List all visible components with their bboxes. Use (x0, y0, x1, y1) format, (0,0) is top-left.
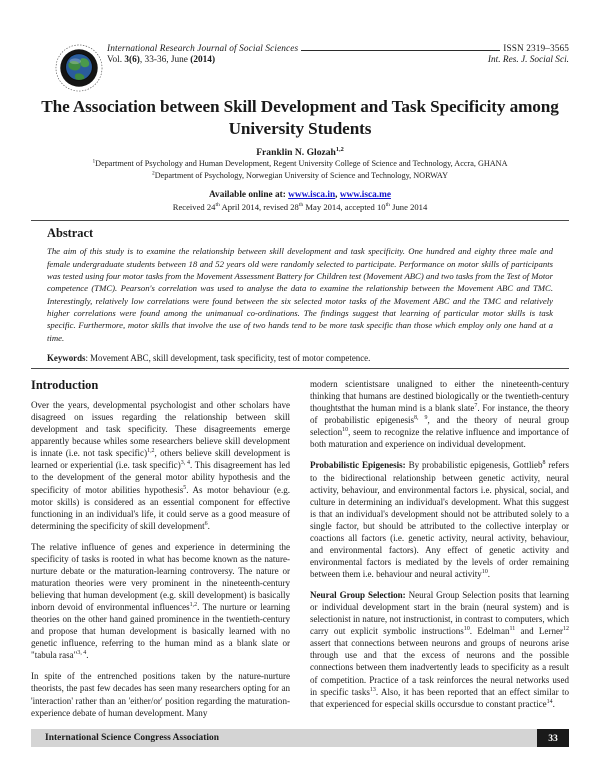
footer-page-number: 33 (537, 729, 569, 747)
journal-issn: ISSN 2319–3565 (503, 44, 569, 54)
globe-logo-icon (55, 44, 103, 92)
paragraph: In spite of the entrenched positions taken by the nature-nurture theorists, the past few decades has seen many researchers opting for an 'interaction' rather than an 'either/or' position regarding the maturation-experience debate of human development. Many (31, 671, 290, 718)
article-title: The Association between Skill Development and Task Specificity among University Students (41, 97, 559, 138)
paragraph-probabilistic-epigenesis: Probabilistic Epigenesis: By probabilistic epigenesis, Gottlieb$^8$ refers to the bidirectional relationship between genetic activity, neural activity, behaviour, and environmental factors i.e. physical, social, and culture in determining an individual's development. What this suggest is that an individual's development should not be attributed solely to a single factor, but should be attributed to the collective interplay or coactions all factors (i.e. genetic activity, neural activity, behaviour, and environmental factors). Any effect of genetic activity and environmental factors is mediated by the levels of order remaining between them i.e. behaviour and neural activity$^{10}$. (310, 460, 569, 580)
paragraph: The relative influence of genes and experience in determining the specificity of tasks is rooted in what has become known as the nature-nurture debate or the maturation-learning controversy. The nature or maturation theories were very prominent in the nineteenth-century believing that human development (e.g. skill development) is basically inborn devoid of environmental influences$^{1,2}$. The nurture or learning theories on the other hand gained prominence in the twentieth-century and propose that human development is basically learned with no genetic influence, referring to the human mind as a blank slate or "tabula rasa"$^{3, 4}$. (31, 541, 290, 661)
available-online-line: Available online at: www.isca.in, www.isca.me (209, 190, 391, 201)
author-affiliation-marker: 1,2 (335, 146, 344, 154)
footer-association: International Science Congress Association (31, 729, 537, 747)
paragraph: Over the years, developmental psychologist and other scholars have disagreed on issues regarding the relationship between skill development and task specificity. These disagreements emerge apparently because whiles some researchers believe skill development is innate (i.e. not task specific)$^{1,2}$, others believe skill development is learned or experiential (i.e. task specific)$^{3, 4}$. This disagreement has led to the development of the general motor ability hypothesis and the specificity of motor abilities hypothesis$^5$. As motor behaviour (e.g. motor skills) is considered as an essential component for effective functioning in an individual's life, it could serve as a good measure of determining the specificity of skill development$^6$. (31, 400, 290, 531)
publication-year: (2014) (190, 55, 216, 65)
received-dates: Received 24th April 2014, revised 28th May 2014, accepted 10th June 2014 (172, 202, 428, 213)
paragraph-neural-group-selection: Neural Group Selection: Neural Group Selection posits that learning or individual development start in the brain (neural system) and is selectionist in nature, not instructionist, in contrast to computers, which carry out explicit symbolic instructions$^{10}$. Edelman$^{11}$ and Lerner$^{12}$ assert that connections between neurons and groups of neurons arise through use and that the excess of neurons and the possible connections between them inadvertently leads to specificity as a result of competition. Practice of a task reinforces the neural networks used in specific tasks$^{13}$. Also, it has been reported that an effect similar to that experienced for especial skills occursdue to constant practice$^{14}$. (310, 590, 570, 709)
affiliation-1: $^1$Department of Psychology and Human Development, Regent University College of Science and Technology, Accra, GHANA (92, 158, 508, 169)
article-author: Franklin N. Glozah$^{1,2}$ (256, 146, 344, 159)
run-in-heading-neural-group-selection: Neural Group Selection: (310, 590, 409, 601)
column-left (31, 378, 290, 719)
affiliation-2: $^2$Department of Psychology, Norwegian University of Science and Technology, NORWAY (152, 170, 448, 180)
keywords-label: Keywords (47, 353, 86, 364)
journal-url-isca-me[interactable]: www.isca.me (339, 190, 391, 201)
keywords-text: : Movement ABC, skill development, task specificity, test of motor competence. (85, 353, 371, 364)
section-heading-introduction: Introduction (31, 378, 99, 393)
masthead-rule (301, 50, 500, 51)
abstract-bottom-rule (31, 368, 569, 369)
paragraph: modern scientistsare unaligned to either the nineteenth-century thinking that humans are destined biologically or the twentieth-century thoughtsthat the human mind is a blank slate$^7$. For instance, the theory of probabilistic epigenesis$^{8, 9}$, and the theory of neural group selection$^{10}$, seem to recognize the relative influence and importance of both maturation and experience on individual development. (310, 379, 569, 450)
run-in-heading-probabilistic-epigenesis: Probabilistic Epigenesis: (310, 460, 409, 471)
journal-name: International Research Journal of Social Sciences (107, 44, 299, 54)
volume-number: 3(6) (124, 55, 140, 65)
journal-short-title: Int. Res. J. Social Sci. (487, 55, 569, 65)
column-right (310, 378, 569, 719)
journal-masthead (31, 44, 569, 86)
page-footer (31, 729, 569, 747)
abstract-text: The aim of this study is to examine the relationship between skill development and task specificity. One hundred and eighty three male and female undergraduate students between 18 and 52 years old were randomly selected to participate. Performance on motor skills of participants was tested using four motor tasks from the Movement Assessment Battery for Children test (Movement ABC) and two tasks from the Test of Motor competence (TMC). Pearson's correlation was used to analyse the data to examine the relationship between the Movement ABC and TMC. Interestingly, relatively low correlations were found between the six selected motor tasks of the Movement ABC and the TMC and relatively higher correlations were found among the unimanual co-ordinations. The findings suggest that learning of particular motor skills is task specific. Furthermore, motor skills that involve the use of two hands tend to be more task specific than those which employ only one hand at a time. (47, 246, 553, 343)
journal-volume-line: Vol. 3(6), 33-36, June (2014) (107, 55, 216, 65)
keywords-line (47, 353, 553, 363)
abstract-heading: Abstract (47, 226, 94, 241)
abstract-section (31, 221, 569, 363)
journal-url-isca-in[interactable]: www.isca.in (288, 190, 336, 201)
body-columns (31, 378, 569, 719)
